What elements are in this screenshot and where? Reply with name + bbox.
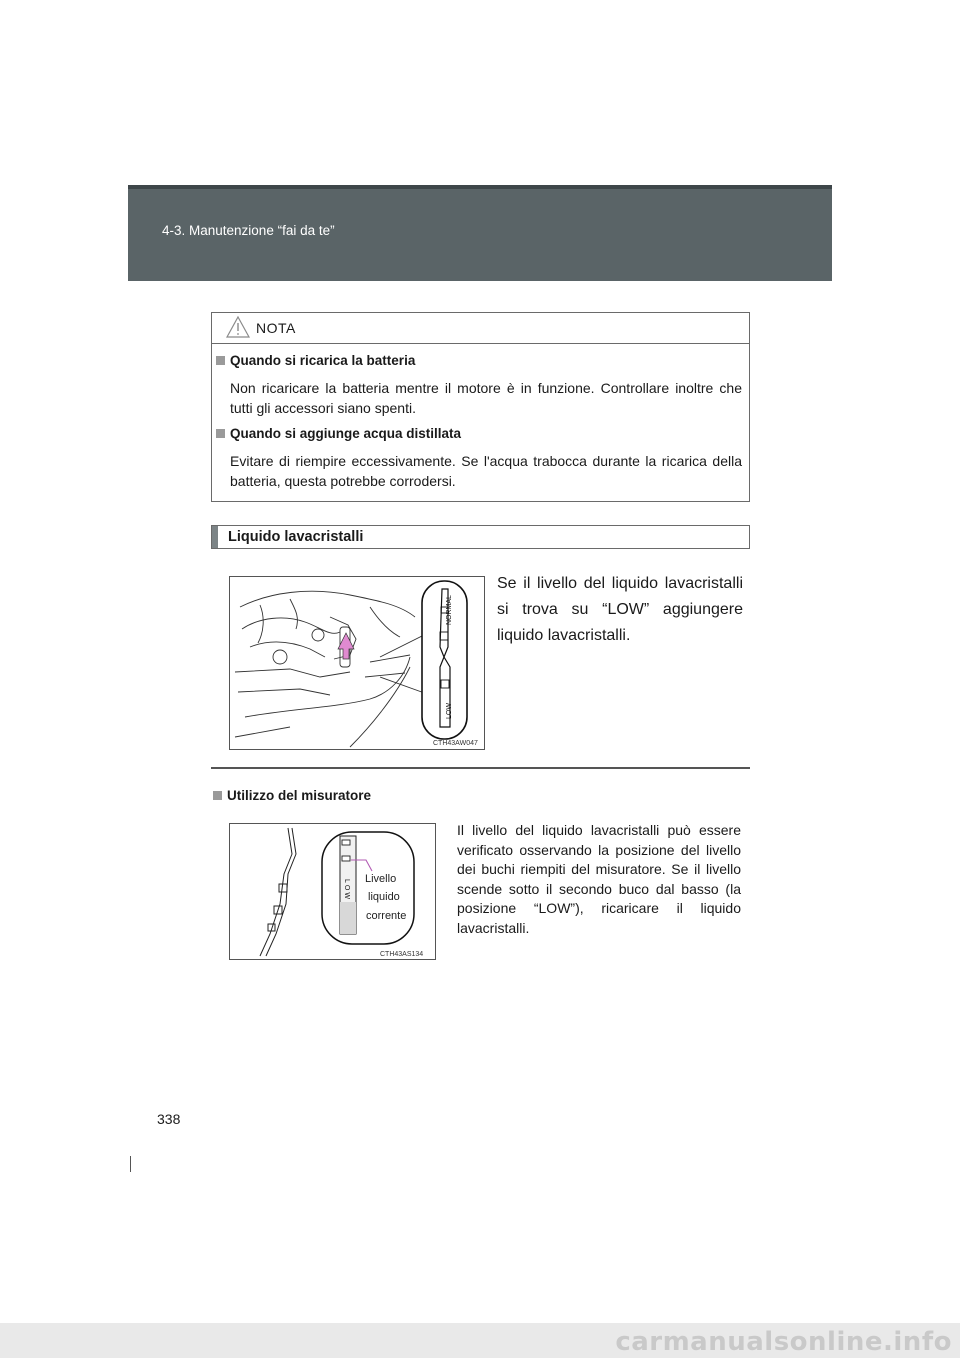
square-bullet-icon (216, 356, 225, 365)
washer-reservoir-illustration (229, 576, 485, 750)
normal-level-label: NORMAL (446, 595, 453, 625)
callout-line-1: Livello (365, 873, 397, 885)
nota-item-heading: Quando si aggiunge acqua distillata (216, 426, 461, 441)
margin-mark (130, 1156, 131, 1172)
section-divider (211, 767, 750, 769)
engine-bay-drawing (230, 577, 484, 749)
watermark-bar (0, 1323, 960, 1358)
subsection-text: Il livello del liquido lavacristalli può essere verificato osservando la posizione del livello dei buchi riempiti del misuratore. Se il livello scende sotto il secondo buco dal basso (la posizione “LOW”), ricaricare il liquido lavacristalli. (457, 822, 741, 936)
page-number: 338 (157, 1111, 181, 1127)
square-bullet-icon (216, 429, 225, 438)
figure-code: CTH43AS134 (380, 951, 424, 958)
square-bullet-icon (213, 791, 222, 800)
header-accent (128, 185, 832, 189)
section-intro: Se il livello del liquido lavacristalli si trova su “LOW” aggiungere liquido lavacristalli. (497, 575, 743, 644)
nota-item-text: Non ricaricare la batteria mentre il motore è in funzione. Controllare inoltre che tutti gli accessori siano spenti. (230, 380, 742, 416)
callout-line-3: corrente (366, 910, 407, 922)
nota-item-text: Evitare di riempire eccessivamente. Se l'acqua trabocca durante la ricarica della batteria, questa potrebbe corrodersi. (230, 453, 742, 489)
gauge-illustration (229, 823, 436, 960)
nota-box (211, 312, 750, 502)
chapter-header (128, 185, 832, 281)
warning-triangle-icon (226, 316, 250, 338)
watermark-text: carmanualsonline.info (615, 1327, 952, 1357)
section-title: Liquido lavacristalli (228, 529, 364, 545)
gauge-low-label: LOW (343, 879, 350, 901)
callout-line-2: liquido (368, 891, 400, 903)
gauge-drawing (230, 824, 435, 959)
section-heading-marker (212, 526, 218, 548)
subsection-heading: Utilizzo del misuratore (213, 788, 371, 803)
nota-title: NOTA (256, 320, 296, 336)
figure-code: CTH43AW047 (433, 740, 478, 747)
nota-header (212, 313, 749, 344)
nota-item-heading: Quando si ricarica la batteria (216, 353, 415, 368)
chapter-title: 4-3. Manutenzione “fai da te” (162, 223, 335, 238)
section-heading-bar (211, 525, 750, 549)
low-level-label: LOW (446, 703, 453, 719)
